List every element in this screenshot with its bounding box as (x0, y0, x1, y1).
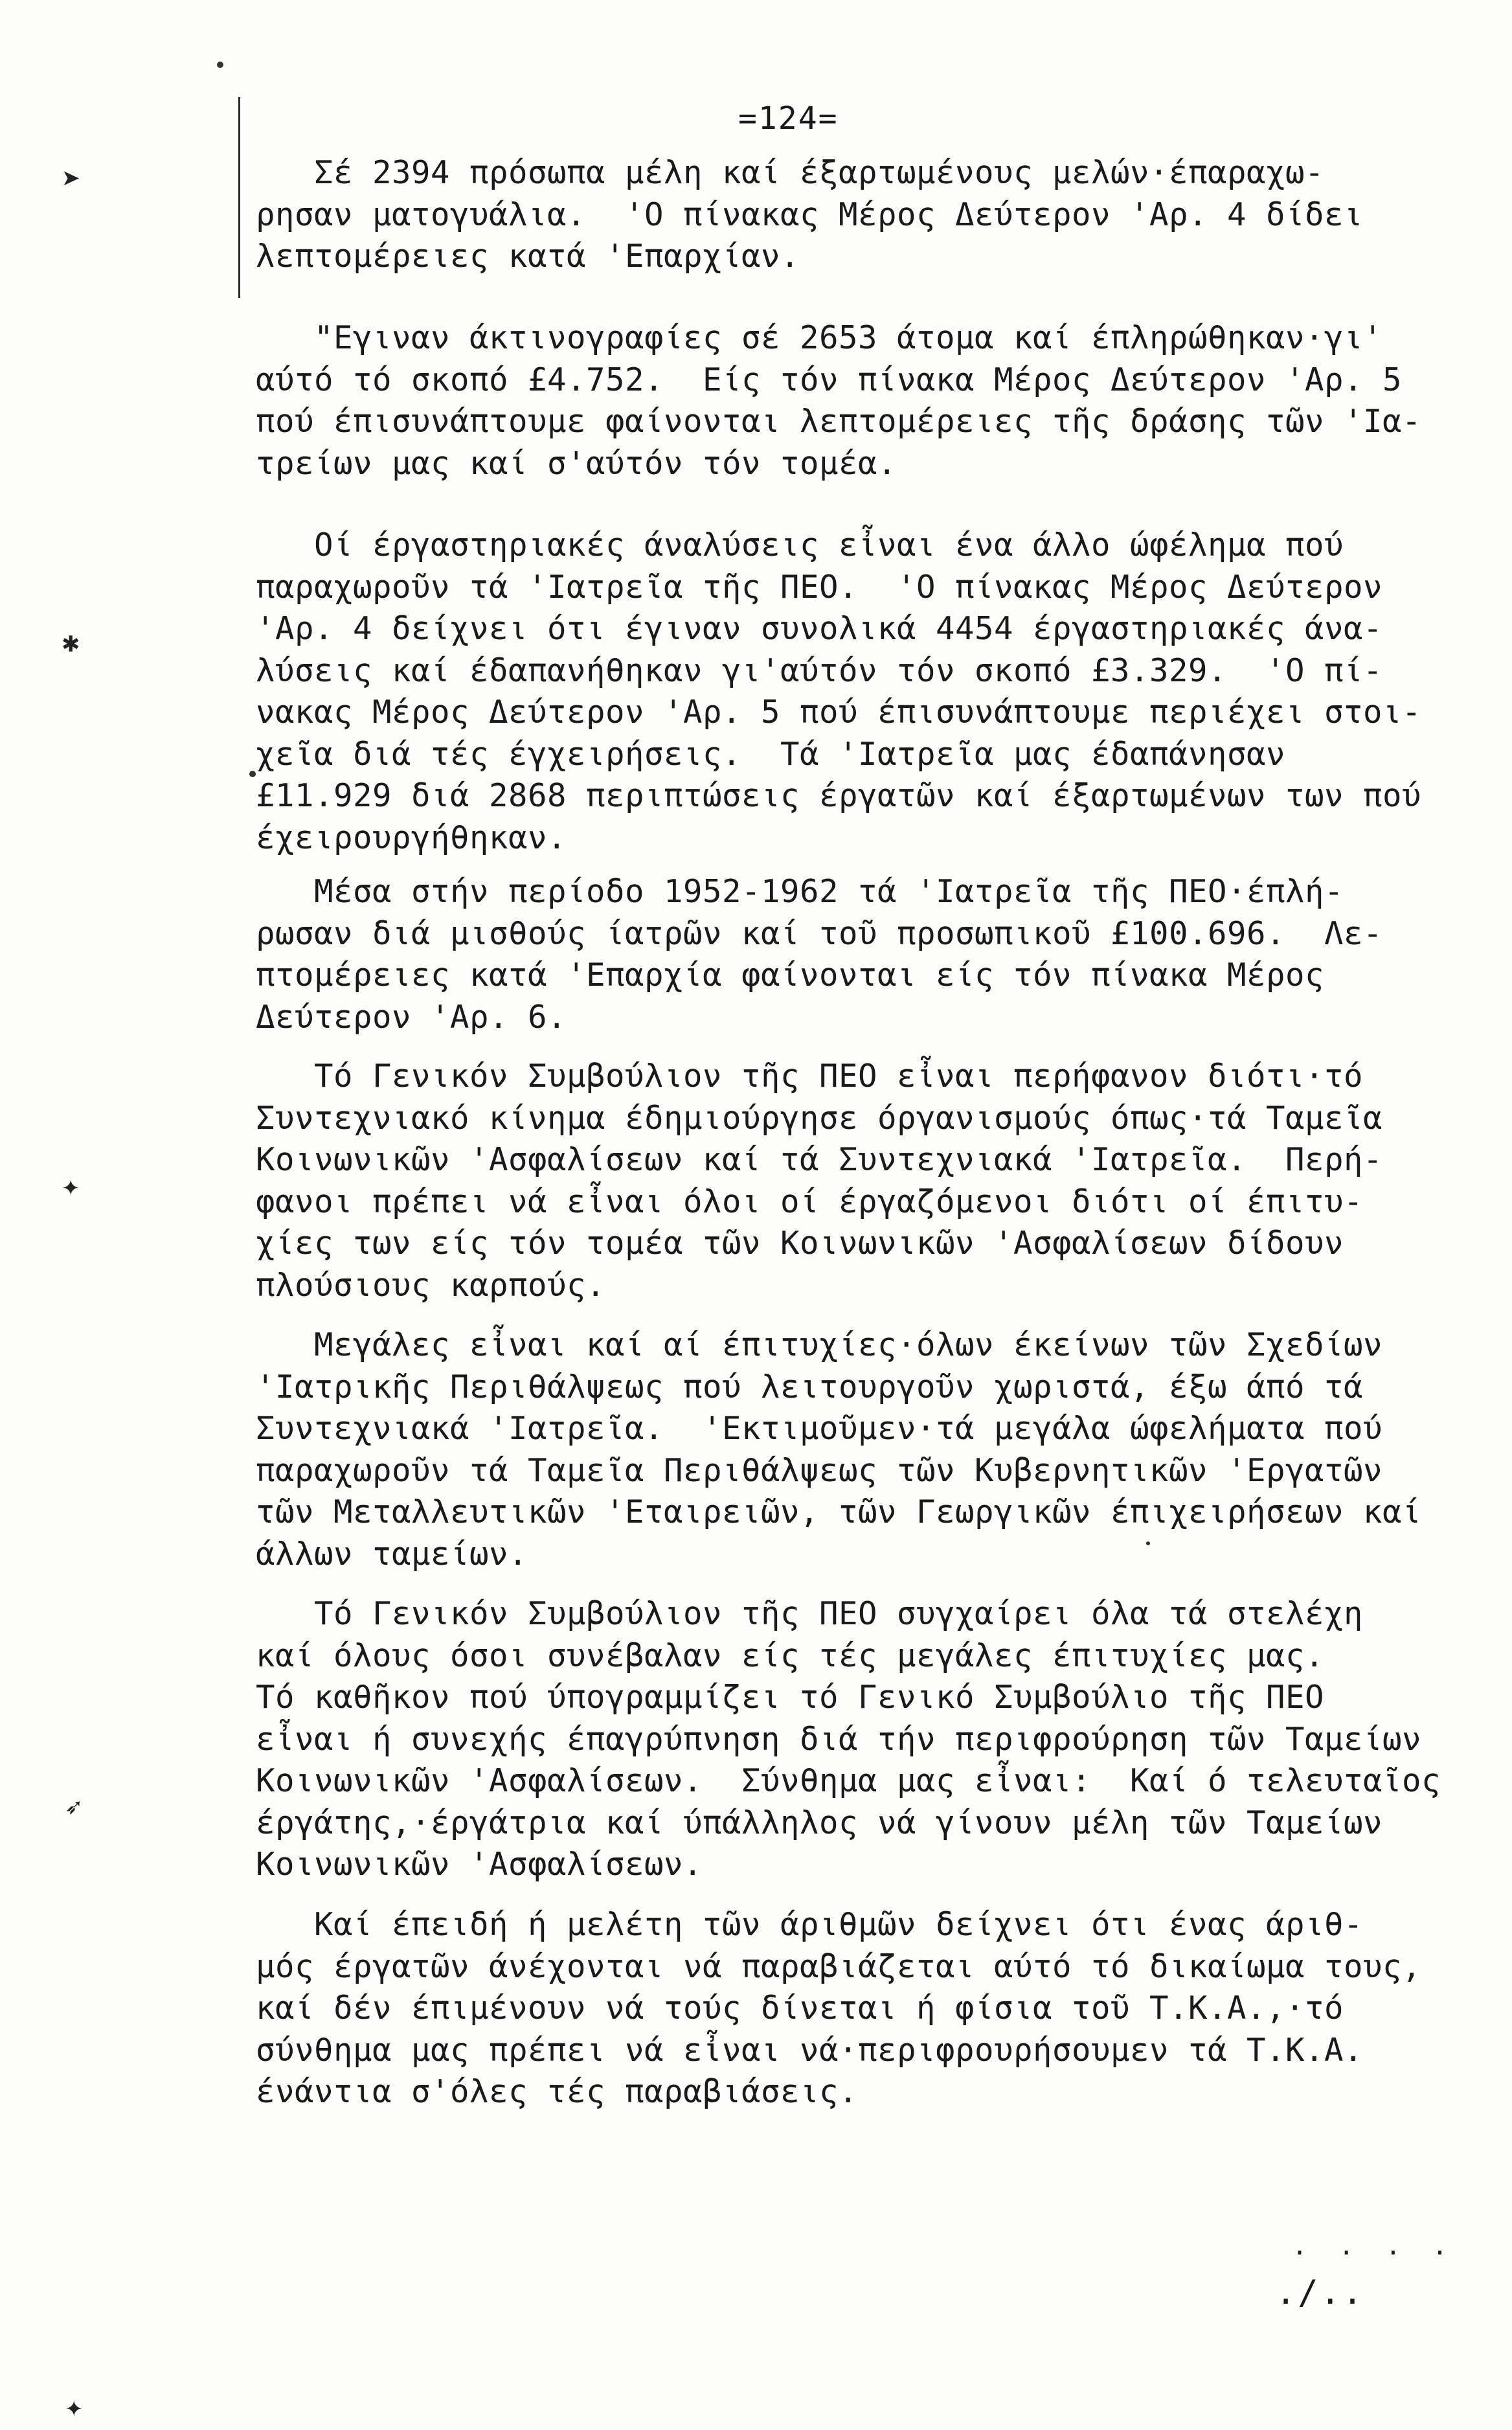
margin-mark-icon: ✦ (62, 1175, 80, 1201)
text-line: 'Αρ. 4 δείχνει ότι έγιναν συνολικά 4454 έργαστηριακές άνα- (256, 610, 1383, 647)
text-line: έργάτης,·έργάτρια καί ύπάλληλος νά γίνουν μέλη τῶν Ταμείων (256, 1804, 1383, 1841)
text-line: Δεύτερον 'Αρ. 6. (256, 998, 567, 1036)
text-line: άλλων ταμείων. (256, 1535, 528, 1573)
text-line: πλούσιους καρπούς. (256, 1266, 606, 1304)
paragraph (256, 1904, 1460, 2113)
text-line: Τό Γενικόν Συμβούλιον τῆς ΠΕΟ εἶναι περήφανον διότι·τό (256, 1058, 1364, 1095)
text-line: Συντεχνιακά 'Ιατρεῖα. 'Εκτιμοῦμεν·τά μεγάλα ώφελήματα πού (256, 1410, 1383, 1447)
text-line: λεπτομέρειες κατά 'Επαρχίαν. (256, 238, 800, 275)
text-line: μός έργατῶν άνέχονται νά παραβιάζεται αύτό τό δικαίωμα τους, (256, 1947, 1422, 1985)
text-line: Κοινωνικῶν 'Ασφαλίσεων. (256, 1846, 703, 1883)
text-line: £11.929 διά 2868 περιπτώσεις έργατῶν καί έξαρτωμένων των πού (256, 777, 1422, 814)
paragraph (256, 1324, 1460, 1575)
text-line: τρείων μας καί σ'αύτόν τόν τομέα. (256, 444, 897, 482)
text-line: Σέ 2394 πρόσωπα μέλη καί έξαρτωμένους μελών·έπαραχω- (256, 154, 1325, 191)
text-line: φανοι πρέπει νά εἶναι όλοι οί έργαζόμενοι διότι οί έπιτυ- (256, 1183, 1364, 1220)
text-line: παραχωροῦν τά Ταμεῖα Περιθάλψεως τῶν Κυβερνητικῶν 'Εργατῶν (256, 1451, 1383, 1489)
text-line: εἶναι ή συνεχής έπαγρύπνηση διά τήν περιφρούρηση τῶν Ταμείων (256, 1720, 1422, 1758)
ink-speck (249, 771, 256, 777)
text-line: Κοινωνικῶν 'Ασφαλίσεων καί τά Συντεχνιακά 'Ιατρεῖα. Περή- (256, 1141, 1383, 1178)
paragraph (256, 525, 1460, 859)
text-line: Μεγάλες εἶναι καί αί έπιτυχίες·όλων έκείνων τῶν Σχεδίων (256, 1326, 1383, 1363)
margin-line (238, 97, 240, 298)
paragraph (256, 871, 1460, 1038)
margin-mark-icon: ✱ (62, 631, 80, 657)
text-line: Οί έργαστηριακές άναλύσεις εἶναι ένα άλλο ώφέλημα πού (256, 527, 1344, 563)
margin-arrow-icon: ➤ (62, 165, 80, 191)
text-line: πού έπισυνάπτουμε φαίνονται λεπτομέρειες τῆς δράσης τῶν 'Ια- (256, 403, 1422, 440)
text-line: ένάντια σ'όλες τές παραβιάσεις. (256, 2073, 859, 2110)
text-line: Συντεχνιακό κίνημα έδημιούργησε όργανισμούς όπως·τά Ταμεῖα (256, 1099, 1383, 1137)
text-line: έχειρουργήθηκαν. (256, 819, 567, 856)
text-line: Τό καθῆκον πού ύπογραμμίζει τό Γενικό Συμβούλιο τῆς ΠΕΟ (256, 1679, 1325, 1716)
paragraph (256, 1056, 1460, 1306)
text-line: ρησαν ματογυάλια. 'Ο πίνακας Μέρος Δεύτερον 'Αρ. 4 δίδει (256, 196, 1364, 233)
text-line: 'Ιατρικῆς Περιθάλψεως πού λειτουργοῦν χωριστά, έξω άπό τά (256, 1368, 1364, 1405)
text-line: πτομέρειες κατά 'Επαρχία φαίνονται είς τόν πίνακα Μέρος (256, 957, 1325, 994)
text-line: σύνθημα μας πρέπει νά εἶναι νά·περιφρουρήσουμεν τά Τ.Κ.Α. (256, 2031, 1364, 2069)
page-number: =124= (738, 100, 839, 137)
text-line: τῶν Μεταλλευτικῶν 'Εταιρειῶν, τῶν Γεωργικῶν έπιχειρήσεων καί (256, 1493, 1422, 1530)
text-line: νακας Μέρος Δεύτερον 'Αρ. 5 πού έπισυνάπτουμε περιέχει στοι- (256, 694, 1422, 731)
text-line: καί όλους όσοι συνέβαλαν είς τές μεγάλες έπιτυχίες μας. (256, 1637, 1325, 1674)
text-line: ρωσαν διά μισθούς ίατρῶν καί τοῦ προσωπικοῦ £100.696. Λε- (256, 914, 1383, 952)
text-line: χεῖα διά τές έγχειρήσεις. Τά 'Ιατρεῖα μας έδαπάνησαν (256, 735, 1286, 773)
paragraph (256, 317, 1460, 484)
text-line: χίες των είς τόν τομέα τῶν Κοινωνικῶν 'Ασφαλίσεων δίδουν (256, 1225, 1344, 1262)
continuation-mark: ./.. (1276, 2273, 1365, 2312)
text-line: λύσεις καί έδαπανήθηκαν γι'αύτόν τόν σκοπό £3.329. 'Ο πί- (256, 652, 1383, 689)
paragraph (256, 1593, 1460, 1886)
trailing-dots: . . . . (1292, 2231, 1456, 2261)
text-line: Κοινωνικῶν 'Ασφαλίσεων. Σύνθημα μας εἶναι: Καί ό τελευταῖος (256, 1762, 1441, 1799)
margin-mark-icon: ✦ (65, 2396, 84, 2422)
text-line: παραχωροῦν τά 'Ιατρεῖα τῆς ΠΕΟ. 'Ο πίνακας Μέρος Δεύτερον (256, 568, 1383, 606)
text-line: καί δέν έπιμένουν νά τούς δίνεται ή φίσια τοῦ Τ.Κ.Α.,·τό (256, 1990, 1344, 2027)
text-line: αύτό τό σκοπό £4.752. Είς τόν πίνακα Μέρος Δεύτερον 'Αρ. 5 (256, 361, 1403, 398)
text-line: "Εγιναν άκτινογραφίες σέ 2653 άτομα καί έπληρώθηκαν·γι' (256, 319, 1383, 356)
ink-speck (1146, 1541, 1150, 1545)
margin-mark-icon: ➶ (65, 1794, 84, 1820)
text-line: Μέσα στήν περίοδο 1952-1962 τά 'Ιατρεῖα τῆς ΠΕΟ·έπλή- (256, 873, 1344, 910)
ink-speck (217, 62, 223, 68)
paragraph (256, 152, 1460, 278)
text-line: Τό Γενικόν Συμβούλιον τῆς ΠΕΟ συγχαίρει όλα τά στελέχη (256, 1595, 1364, 1632)
text-line: Καί έπειδή ή μελέτη τῶν άριθμῶν δείχνει ότι ένας άριθ- (256, 1906, 1364, 1943)
